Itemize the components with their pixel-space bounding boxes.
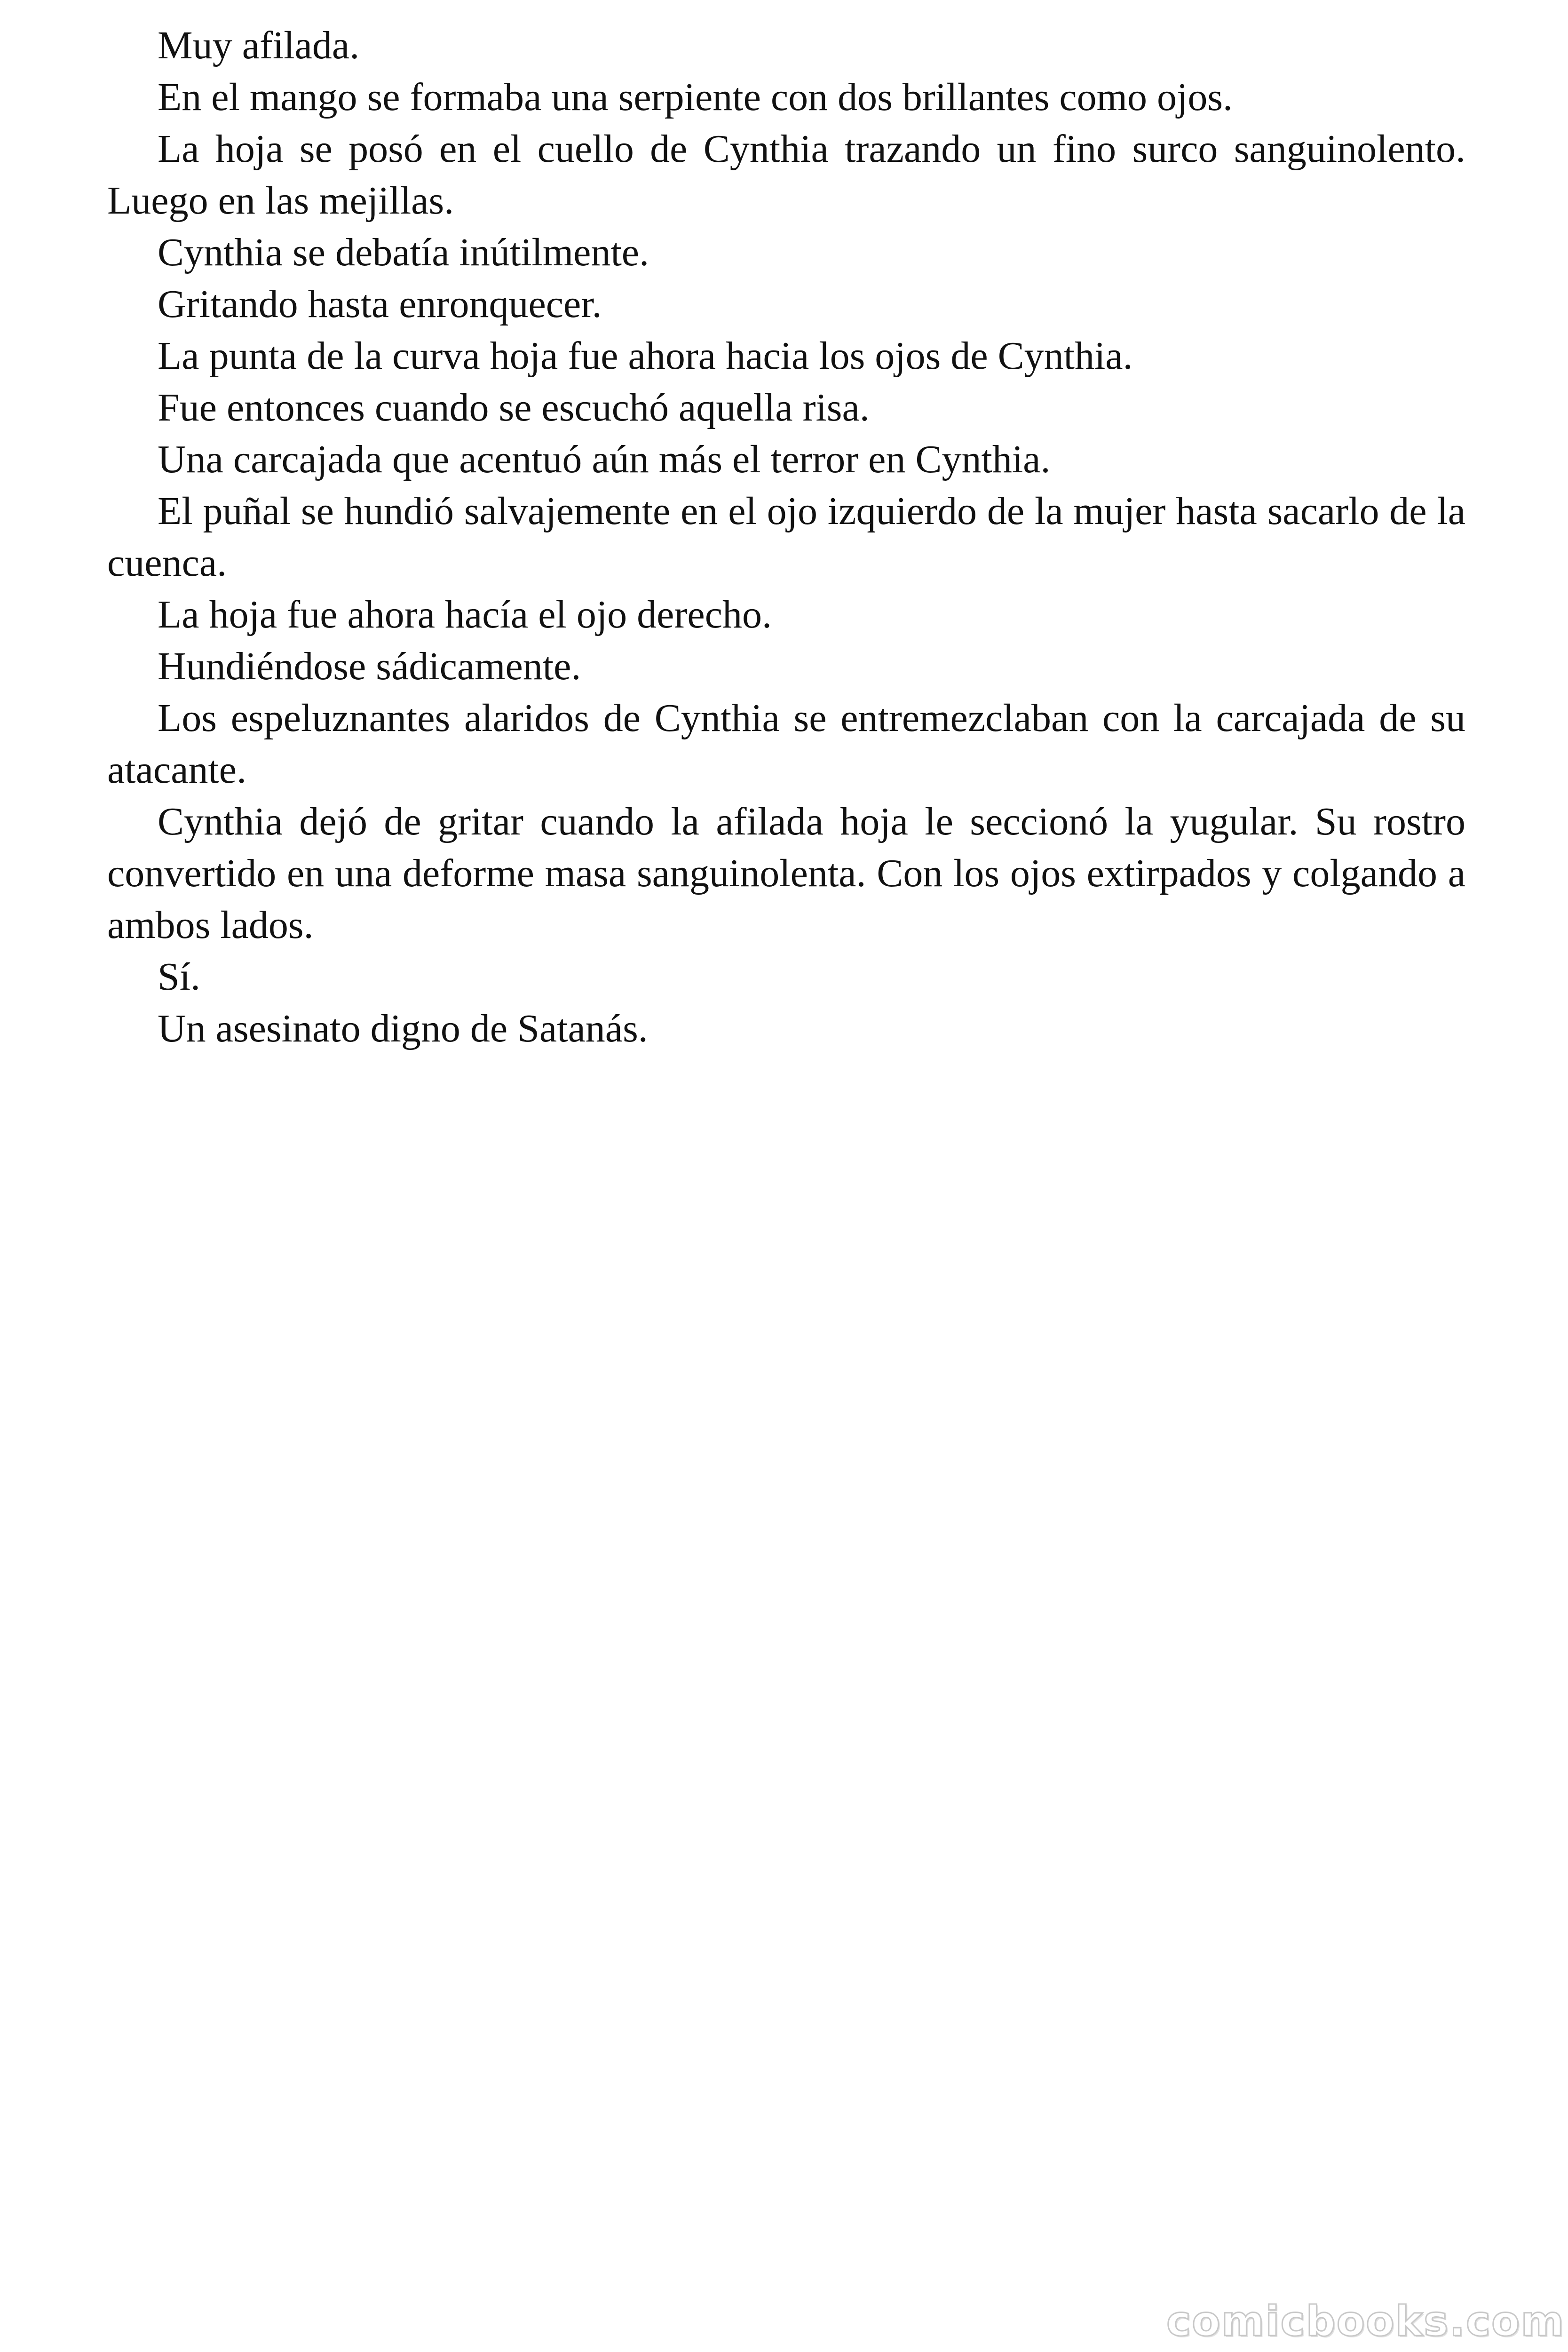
paragraph: Cynthia se debatía inútilmente. <box>158 230 649 274</box>
paragraph: Los espeluznantes alaridos de Cynthia se entremezclaban con la carcajada de su atacante. <box>107 696 1465 792</box>
watermark: comicbooks.com <box>1166 2297 1565 2345</box>
paragraph: Gritando hasta enronquecer. <box>158 282 602 326</box>
paragraph: La hoja se posó en el cuello de Cynthia trazando un fino surco sanguinolento. Luego en las mejillas. <box>107 127 1465 222</box>
paragraph: El puñal se hundió salvajemente en el ojo izquierdo de la mujer hasta sacarlo de la cuenca. <box>107 489 1465 585</box>
paragraph: Una carcajada que acentuó aún más el terror en Cynthia. <box>158 437 1051 481</box>
paragraph: La hoja fue ahora hacía el ojo derecho. <box>158 593 772 636</box>
paragraph: La punta de la curva hoja fue ahora hacia los ojos de Cynthia. <box>158 334 1133 378</box>
paragraph: Fue entonces cuando se escuchó aquella risa. <box>158 386 870 429</box>
paragraph: Sí. <box>158 955 201 999</box>
paragraph: Muy afilada. <box>158 24 360 67</box>
paragraph: Hundiéndose sádicamente. <box>158 644 581 688</box>
paragraph: En el mango se formaba una serpiente con dos brillantes como ojos. <box>158 75 1233 119</box>
paragraph: Cynthia dejó de gritar cuando la afilada hoja le seccionó la yugular. Su rostro convertido en una deforme masa sanguinolenta. Con los ojos extirpados y colgando a ambos lados. <box>107 800 1465 947</box>
paragraph: Un asesinato digno de Satanás. <box>158 1007 648 1050</box>
body-text <box>107 20 1465 1055</box>
